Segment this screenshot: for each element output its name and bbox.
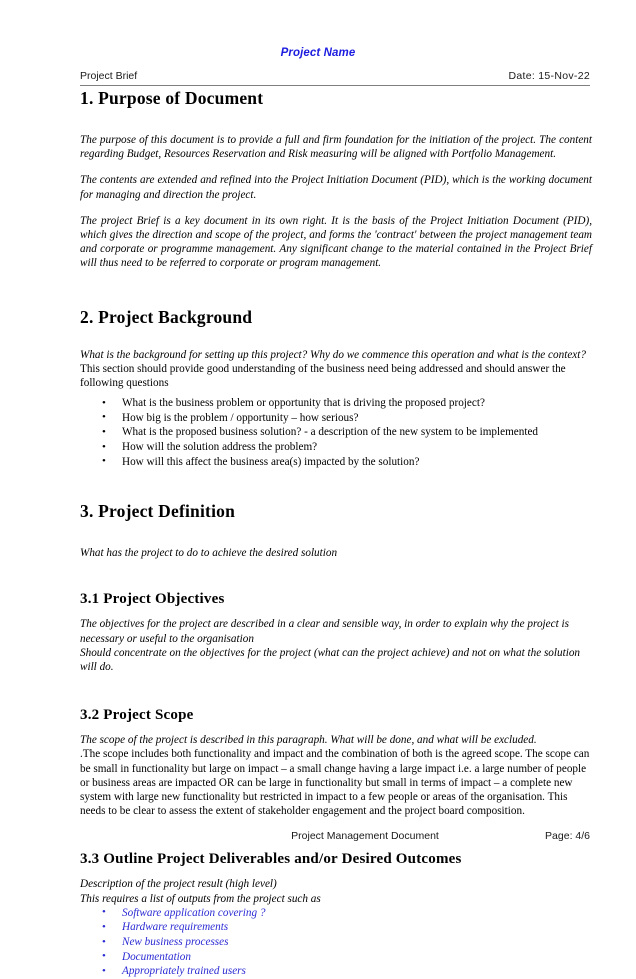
list-item: • Software application covering ? xyxy=(80,906,592,921)
list-item: • How will the solution address the problem? xyxy=(80,440,592,455)
section-1-paragraph-3: The project Brief is a key document in its own right. It is the basis of the Project Initiation Document (PID), which gives the direction and scope of the project, and forms the 'contract' between the project management team and corporate or programme management. Any significant change to the material contained in the Project Brief will thus need to be referred to corporate or program management. xyxy=(80,214,592,270)
section-3-3-bullet-list xyxy=(80,906,592,979)
section-2-bullet-list xyxy=(80,396,592,469)
page-header-row xyxy=(80,70,590,86)
list-item: • Documentation xyxy=(80,950,592,965)
section-3-3-prompt-2: This requires a list of outputs from the project such as xyxy=(80,892,321,905)
section-3-3-prompt-1: Description of the project result (high level) xyxy=(80,878,277,891)
section-3-2-prompt: The scope of the project is described in this paragraph. What will be done, and what will be excluded. xyxy=(80,734,537,747)
list-item: • What is the business problem or opportunity that is driving the proposed project? xyxy=(80,396,592,411)
document-header-title: Project Name xyxy=(280,47,356,59)
section-2-intro: This section should provide good understanding of the business need being addressed and should answer the following questions xyxy=(80,362,566,390)
section-2-heading: 2. Project Background xyxy=(80,306,253,327)
document-body xyxy=(80,88,592,979)
section-3-1-heading: 3.1 Project Objectives xyxy=(80,591,225,608)
section-3-1-note: Should concentrate on the objectives for the project (what can the project achieve) and not on what the solution will do. xyxy=(80,646,581,674)
section-3-prompt: What has the project to do to achieve the desired solution xyxy=(80,547,338,560)
section-2-prompt: What is the background for setting up this project? Why do we commence this operation and what is the context? xyxy=(80,348,586,361)
section-3-heading: 3. Project Definition xyxy=(80,501,236,522)
list-item: • How will this affect the business area(s) impacted by the solution? xyxy=(80,455,592,470)
section-3-2-body: .The scope includes both functionality and impact and the combination of both is the agreed scope. The scope can be small in functionality but large on impact – a small change having a large impact i.e. a large number of people or business areas are impacted OR can be large in functionality but small in terms of impact – a complete new system with large new functionality but restricted in impact to a few people or areas of the organisation. This needs to be clear to assess the extent of stakeholder engagement and the project board composition. xyxy=(80,748,590,818)
section-3-1-prompt: The objectives for the project are described in a clear and sensible way, in order to explain why the project is necessary or useful to the organisation xyxy=(80,618,569,645)
list-item: • Appropriately trained users xyxy=(80,964,592,979)
list-item: • How big is the problem / opportunity – how serious? xyxy=(80,411,592,426)
section-3-2-heading: 3.2 Project Scope xyxy=(80,707,194,724)
section-1-paragraph-2: The contents are extended and refined into the Project Initiation Document (PID), which is the working document for managing and direction the project. xyxy=(80,174,592,201)
section-1-paragraph-1: The purpose of this document is to provide a full and firm foundation for the initiation of the project. The content regarding Budget, Resources Reservation and Risk measuring will be aligned with Portfolio Management. xyxy=(80,134,592,161)
footer-page-number: Page: 4/6 xyxy=(545,830,590,842)
list-item: • What is the proposed business solution? - a description of the new system to be implemented xyxy=(80,425,592,440)
list-item: • New business processes xyxy=(80,935,592,950)
section-1-heading: 1. Purpose of Document xyxy=(80,88,264,108)
section-3-3-heading: 3.3 Outline Project Deliverables and/or Desired Outcomes xyxy=(80,851,462,868)
header-document-type: Project Brief xyxy=(80,70,138,82)
list-item: • Hardware requirements xyxy=(80,920,592,935)
header-date: Date: 15-Nov-22 xyxy=(508,70,590,82)
footer-document-name: Project Management Document xyxy=(291,830,439,842)
